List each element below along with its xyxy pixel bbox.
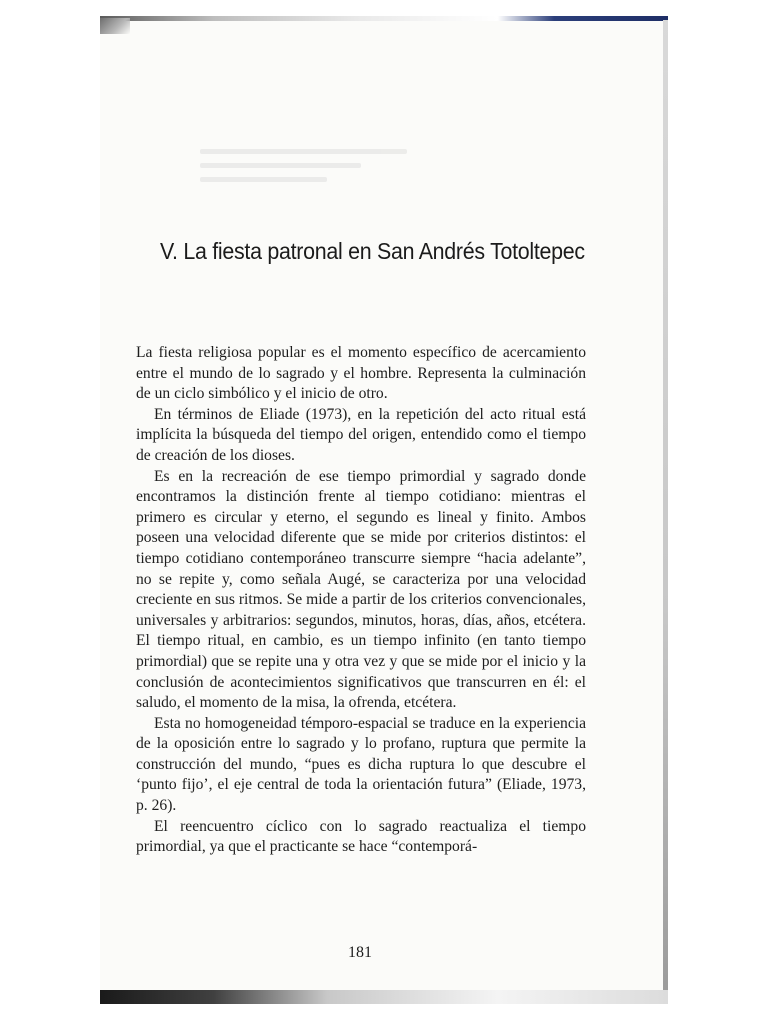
page-bottom-edge — [100, 990, 668, 1004]
body-text — [136, 343, 586, 858]
paragraph: En términos de Eliade (1973), en la repetición del acto ritual está implícita la búsqueda del tiempo del origen, entendido como el tiempo de creación de los dioses. — [136, 405, 586, 464]
bleed-through-text — [200, 140, 430, 220]
paragraph: El reencuentro cíclico con lo sagrado reactualiza el tiempo primordial, ya que el practicante se hace “contemporá- — [136, 817, 586, 856]
page-right-edge — [663, 20, 668, 1004]
chapter-title: V. La fiesta patronal en San Andrés Totoltepec — [160, 238, 585, 264]
paragraph: Esta no homogeneidad témporo-espacial se traduce en la experiencia de la oposición entre lo sagrado y lo profano, ruptura que permite la construcción del mundo, “pues es dicha ruptura lo que descubre el ‘punto fijo’, el eje central de toda la orientación futura” (Eliade, 1973, p. 26). — [136, 714, 586, 815]
paragraph: La fiesta religiosa popular es el momento específico de acercamiento entre el mundo de lo sagrado y el hombre. Representa la culminación de un ciclo simbólico y el inicio de otro. — [136, 344, 586, 403]
page-corner-shadow — [100, 18, 130, 34]
paragraph: Es en la recreación de ese tiempo primordial y sagrado donde encontramos la distinción frente al tiempo cotidiano: mientras el primero es circular y eterno, el segundo es lineal y finito. Ambos poseen una velocidad diferente que se mide por criterios distintos: el tiempo cotidiano contemporáneo transcurre siempre “hacia adelante”, no se repite y, como señala Augé, se caracteriza por una velocidad creciente en sus ritmos. Se mide a partir de los criterios convencionales, universales y arbitrarios: segundos, minutos, horas, días, años, etcétera. El tiempo ritual, en cambio, es un tiempo infinito (en tanto tiempo primordial) que se repite una y otra vez y que se mide por el inicio y la conclusión de acontecimientos significativos que transcurren en él: el saludo, el momento de la misa, la ofrenda, etcétera. — [136, 467, 586, 712]
page-number: 181 — [348, 944, 372, 961]
page-top-edge — [100, 16, 668, 21]
